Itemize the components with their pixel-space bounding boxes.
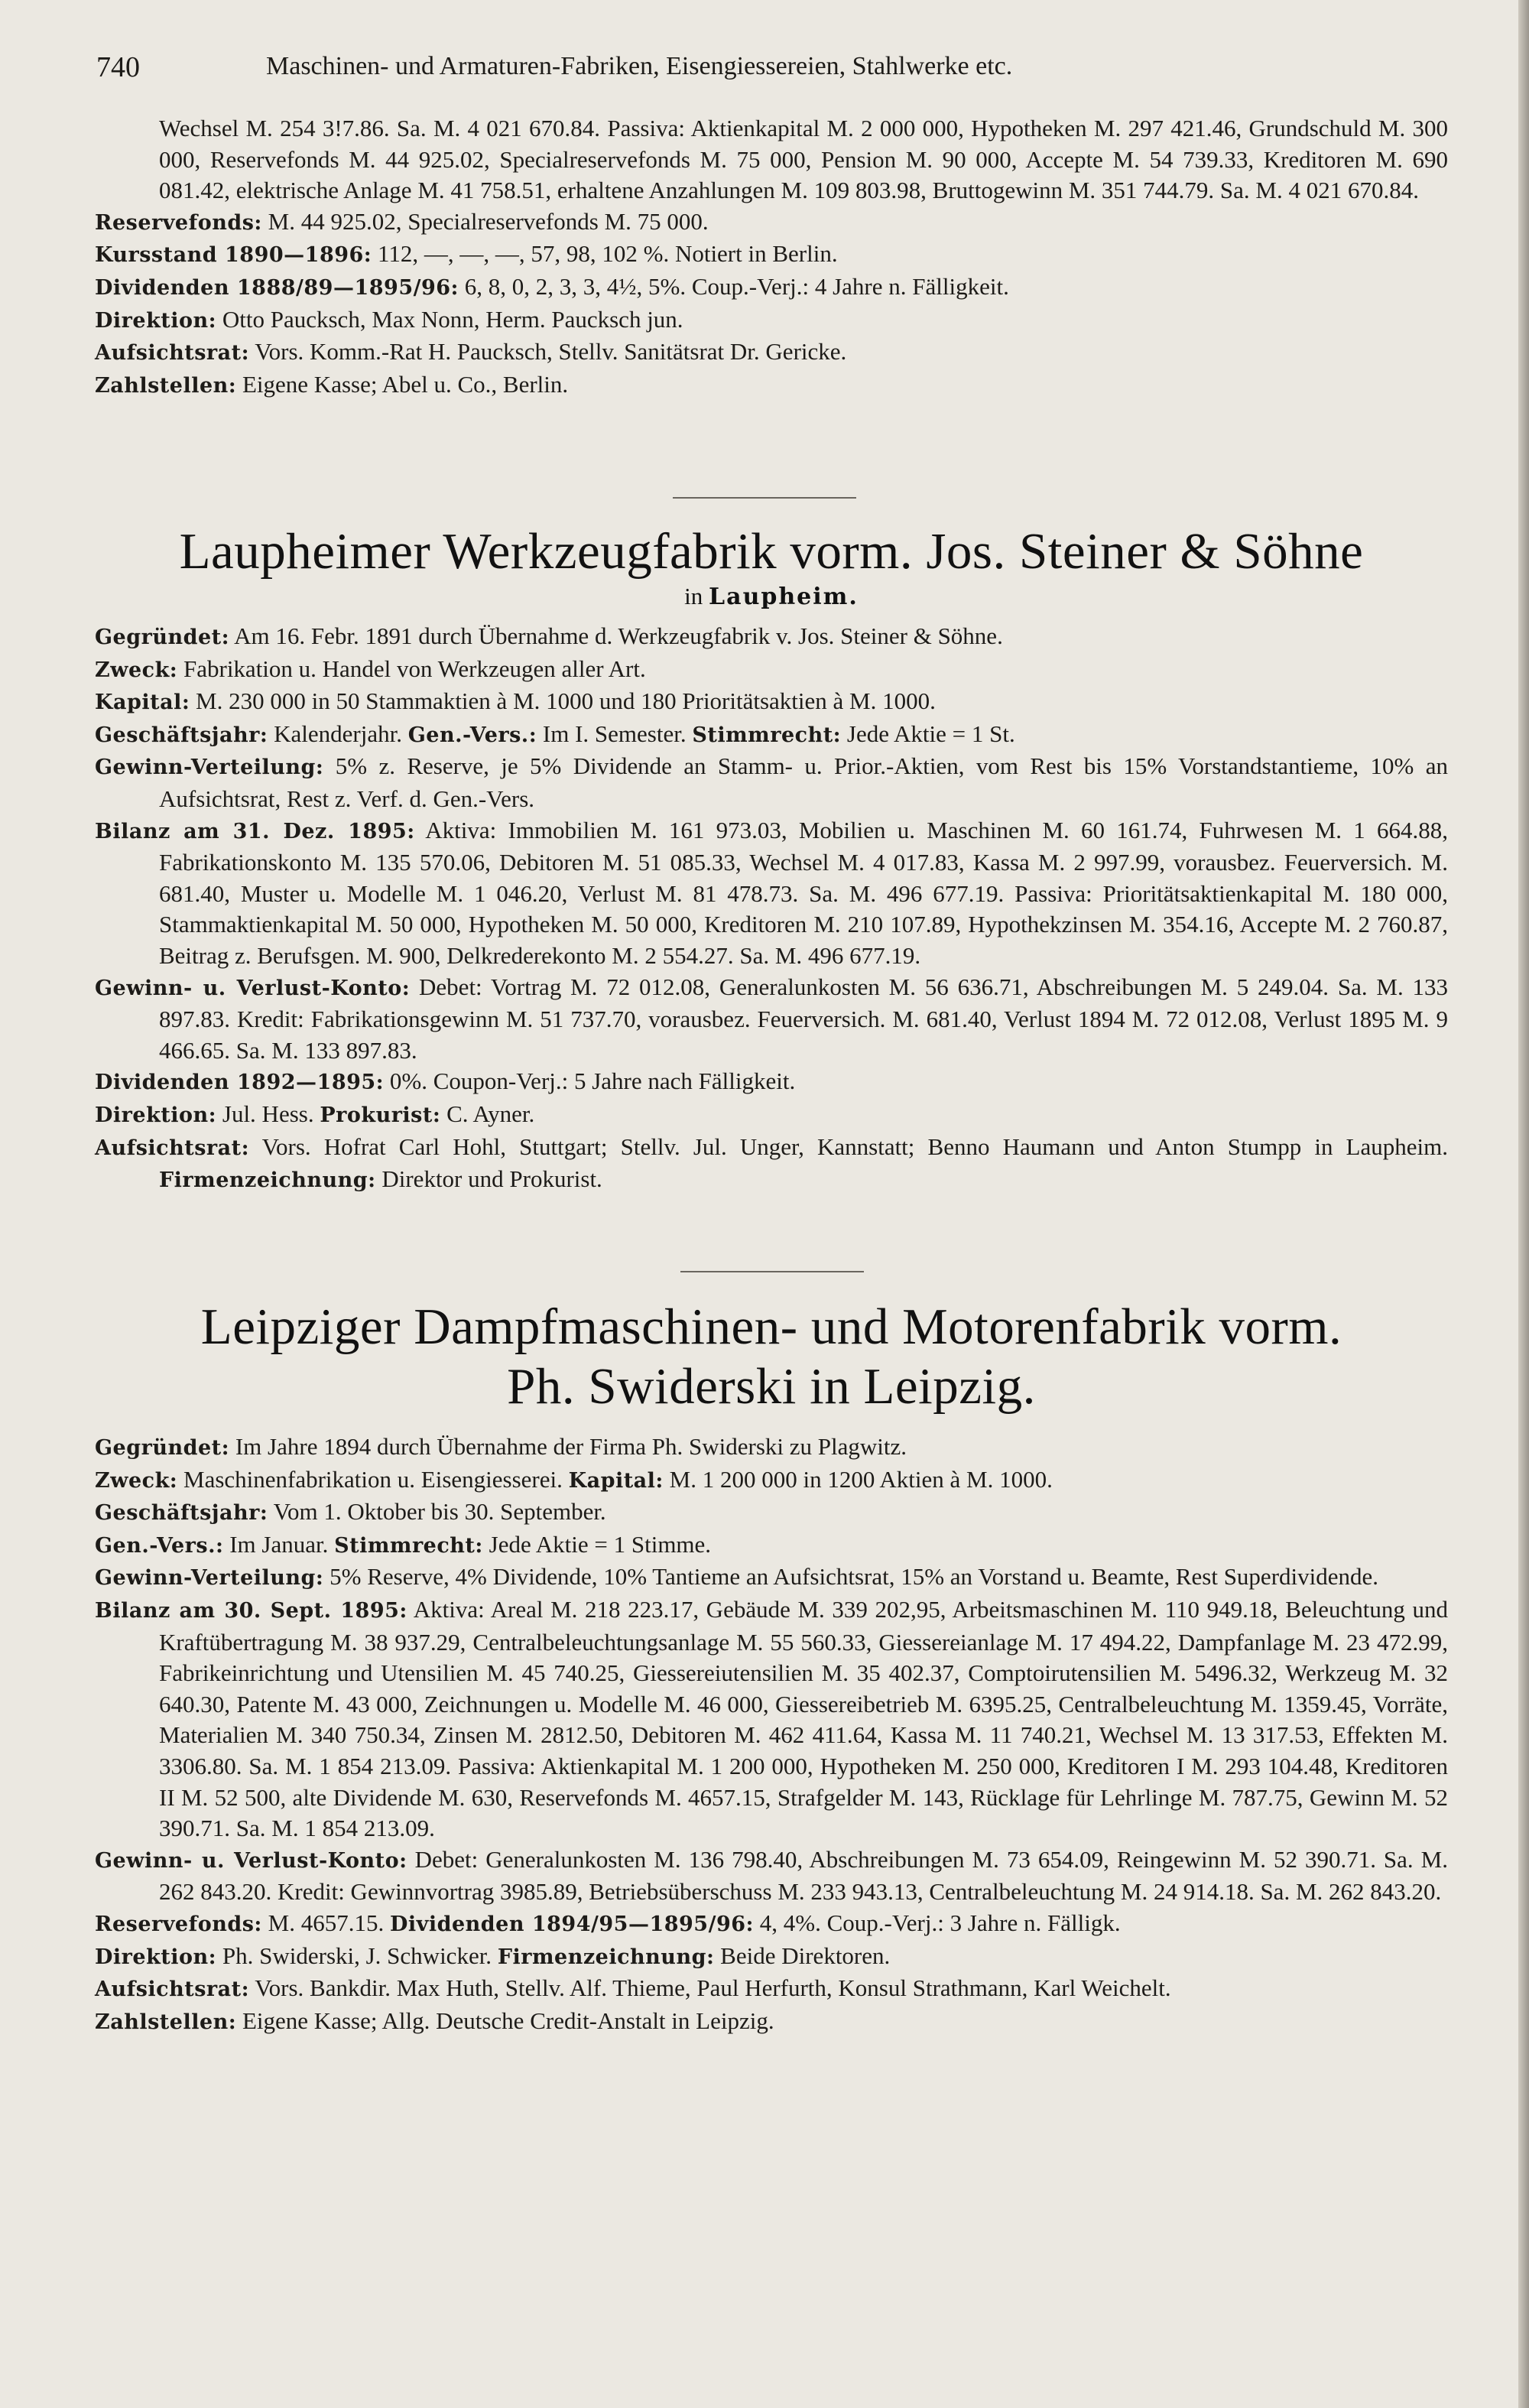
entry-paragraph [95, 1464, 1448, 1497]
entry-label: Geschäftsjahr: [95, 723, 268, 747]
entry-text: Vom 1. Oktober bis 30. September. [268, 1498, 606, 1526]
entry-text: Aktiva: Immobilien M. 161 973.03, Mobilien u. Maschinen M. 60 161.74, Fuhrwesen M. 1 664.88, Fabrikationskonto M. 135 570.06, Debitoren M. 51 085.33, Wechsel M. 4 017.83, Kassa M. 2 997.99, vorausbez. Feuerversich. M. 681.40, Muster u. Modelle M. 1 046.20, Verlust M. 81 478.73. Sa. M. 496 677.19. Passiva: Prioritätsaktienkapital M. 180 000, Stammaktienkapital M. 50 000, Hypotheken M. 50 000, Kreditoren M. 210 107.89, Hypothekzinsen M. 354.16, Accepte M. 2 760.87, Beitrag z. Berufsgen. M. 900, Delkrederekonto M. 2 554.27. Sa. M. 496 677.19. [159, 816, 1449, 969]
company2-entries [95, 1431, 1448, 2038]
entry-paragraph [95, 1973, 1448, 2006]
entry-paragraph [95, 239, 1448, 271]
entry-label: Aufsichtsrat: [95, 1977, 250, 2002]
entry-text: Vors. Hofrat Carl Hohl, Stuttgart; Stellv. Jul. Unger, Kannstatt; Benno Haumann und Anton Stumpp in Laupheim. [249, 1133, 1448, 1160]
entry-text: Debet: Vortrag M. 72 012.08, Generalunkosten M. 56 636.71, Abschreibungen M. 5 249.04. Sa. M. 133 897.83. Kredit: Fabrikationsgewinn M. 51 737.70, vorausbez. Feuerversich. M. 681.40, Verlust 1894 M. 72 012.08, Verlust 1895 M. 9 466.65. Sa. M. 133 897.83. [159, 973, 1448, 1064]
entry-text: 5% Reserve, 4% Dividende, 10% Tantieme an Aufsichtsrat, 15% an Vorstand u. Beamte, Rest Superdividende. [323, 1563, 1379, 1591]
entry-paragraph [95, 336, 1448, 369]
entry-text: Im Januar. [223, 1530, 335, 1558]
entry-text: Vors. Bankdir. Max Huth, Stellv. Alf. Thieme, Paul Herfurth, Konsul Strathmann, Karl Weichelt. [249, 1974, 1171, 2002]
entry-label: Direktion: [95, 1945, 217, 1969]
entry-paragraph [95, 621, 1448, 654]
entry-text: 4, 4%. Coup.-Verj.: 3 Jahre n. Fälligk. [754, 1909, 1121, 1936]
entry-label: Gewinn- u. Verlust-Konto: [95, 976, 411, 1000]
entry-paragraph [95, 1561, 1448, 1594]
entry-label: Bilanz am 30. Sept. 1895: [95, 1598, 407, 1623]
entry-label: Gewinn-Verteilung: [95, 1566, 324, 1591]
entry-paragraph [95, 751, 1448, 814]
entry-label: Gewinn- u. Verlust-Konto: [95, 1848, 407, 1873]
entry-text: 6, 8, 0, 2, 3, 3, 4½, 5%. Coup.-Verj.: 4 Jahre n. Fälligkeit. [459, 272, 1009, 300]
entry-paragraph [95, 369, 1448, 402]
entry-text: Eigene Kasse; Allg. Deutsche Credit-Anstalt in Leipzig. [236, 2007, 774, 2034]
entry-label: Kapital: [568, 1468, 664, 1493]
entry-paragraph [95, 1132, 1448, 1197]
entry-label: Zahlstellen: [95, 373, 237, 398]
entry-paragraph [95, 2006, 1448, 2039]
entry-label: Firmenzeichnung: [159, 1168, 376, 1193]
entry-text: Ph. Swiderski, J. Schwicker. [216, 1942, 498, 1969]
entry-paragraph [95, 1908, 1448, 1941]
entry-text: Am 16. Febr. 1891 durch Übernahme d. Werkzeugfabrik v. Jos. Steiner & Söhne. [229, 622, 1003, 649]
entry-paragraph [95, 815, 1448, 972]
entry-text: Jul. Hess. [216, 1100, 320, 1127]
entry-text: Maschinenfabrikation u. Eisengiesserei. [177, 1465, 569, 1493]
entry-label: Aufsichtsrat: [95, 341, 250, 366]
entry-text: 5% z. Reserve, je 5% Dividende an Stamm- u. Prior.-Aktien, vom Rest bis 15% Vorstandstantieme, 10% an Aufsichtsrat, Rest z. Verf. d. Gen.-Vers. [159, 752, 1448, 812]
entry-text: Beide Direktoren. [714, 1942, 891, 1969]
entry-text: Im Jahre 1894 durch Übernahme der Firma Ph. Swiderski zu Plagwitz. [229, 1433, 907, 1460]
entry-label: Geschäftsjahr: [95, 1501, 268, 1526]
entry-label: Direktion: [95, 308, 217, 333]
entry-label: Reservefonds: [95, 1912, 262, 1936]
page-binding-edge [1518, 0, 1529, 2408]
entry-text: Im I. Semester. [537, 720, 693, 747]
entry-label: Gegründet: [95, 1436, 230, 1460]
balance-continuation: Wechsel M. 254 3!7.86. Sa. M. 4 021 670.84. Passiva: Aktienkapital M. 2 000 000, Hypotheken M. 297 421.46, Grundschuld M. 300 000, Reservefonds M. 44 925.02, Specialreservefonds M. 75 000, Pension M. 90 000, Accepte M. 54 739.33, Kreditoren M. 690 081.42, elektrische Anlage M. 41 758.51, erhaltene Anzahlungen M. 109 803.98, Bruttogewinn M. 351 744.79. Sa. M. 4 021 670.84. [159, 115, 1448, 204]
entry-paragraph [95, 972, 1448, 1067]
entry-text: 112, —, —, —, 57, 98, 102 %. Notiert in Berlin. [372, 240, 838, 268]
entry-paragraph [95, 1529, 1448, 1562]
entry-text: M. 1 200 000 in 1200 Aktien à M. 1000. [663, 1465, 1053, 1493]
entry-label: Kapital: [95, 691, 190, 715]
entry-label: Gen.-Vers.: [407, 723, 537, 747]
entry-paragraph [95, 1066, 1448, 1099]
entry-label: Gewinn-Verteilung: [95, 756, 324, 780]
entry-label: Zweck: [95, 658, 178, 682]
entry-paragraph [95, 271, 1448, 304]
company1-entries [95, 621, 1448, 1197]
entry-text: M. 44 925.02, Specialreservefonds M. 75 000. [261, 207, 709, 235]
entry-paragraph [95, 1941, 1448, 1974]
company-name-line2: Ph. Swiderski in Leipzig. [507, 1358, 1036, 1415]
entry-label: Dividenden 1894/95—1895/96: [389, 1912, 754, 1936]
entry-label: Zahlstellen: [95, 2010, 237, 2034]
entry-paragraph [95, 1496, 1448, 1529]
entry-text: M. 230 000 in 50 Stammaktien à M. 1000 und 180 Prioritätsaktien à M. 1000. [190, 687, 936, 715]
running-title: Maschinen- und Armaturen-Fabriken, Eisengiessereien, Stahlwerke etc. [266, 52, 1013, 80]
section-divider [673, 497, 856, 499]
entry-text: Jede Aktie = 1 Stimme. [482, 1530, 712, 1558]
entry-label: Gen.-Vers.: [95, 1533, 224, 1558]
entry-paragraph [95, 1594, 1448, 1844]
entry-text: C. Ayner. [440, 1100, 535, 1127]
company-title-leipziger [95, 1297, 1448, 1416]
entry-paragraph [95, 654, 1448, 687]
entry-paragraph [95, 686, 1448, 719]
entry-text: Vors. Komm.-Rat H. Paucksch, Stellv. Sanitätsrat Dr. Gericke. [249, 338, 847, 366]
entry-text: 0%. Coupon-Verj.: 5 Jahre nach Fälligkeit. [384, 1068, 796, 1095]
entry-label: Reservefonds: [95, 210, 262, 235]
previous-company-continuation [95, 113, 1448, 401]
entry-label: Stimmrecht: [334, 1533, 483, 1558]
entry-label: Zweck: [95, 1468, 178, 1493]
entry-text: Fabrikation u. Handel von Werkzeugen aller Art. [177, 655, 646, 682]
company-name: Laupheimer Werkzeugfabrik vorm. Jos. Steiner & Söhne [179, 523, 1364, 580]
entry-label: Bilanz am 31. Dez. 1895: [95, 819, 415, 843]
entry-paragraph [95, 1099, 1448, 1132]
company-name-line1: Leipziger Dampfmaschinen- und Motorenfabrik vorm. [200, 1298, 1342, 1355]
entry-text: Otto Paucksch, Max Nonn, Herm. Paucksch jun. [216, 305, 683, 333]
entry-label: Gegründet: [95, 626, 230, 649]
company-title-laupheimer [95, 522, 1448, 613]
entry-text: Debet: Generalunkosten M. 136 798.40, Abschreibungen M. 73 654.09, Reingewinn M. 52 390.71. Sa. M. 262 843.20. Kredit: Gewinnvortrag 3985.89, Betriebsüberschuss M. 233 943.13, Centralbeleuchtung M. 24 914.18. Sa. M. 262 843.20. [159, 1845, 1448, 1906]
entry-label: Kursstand 1890—1896: [95, 243, 372, 268]
entry-paragraph [95, 304, 1448, 337]
entry-text: M. 4657.15. [261, 1909, 390, 1936]
section-divider [680, 1271, 864, 1272]
entry-paragraph [95, 1844, 1448, 1908]
entry-paragraph [95, 1431, 1448, 1464]
entry-label: Aufsichtsrat: [95, 1136, 250, 1160]
entry-label: Prokurist: [320, 1103, 441, 1127]
page-number: 740 [96, 51, 140, 83]
entry-paragraph [95, 206, 1448, 239]
entry-paragraph [95, 719, 1448, 752]
entry-text: Eigene Kasse; Abel u. Co., Berlin. [236, 370, 569, 398]
entry-label: Dividenden 1888/89—1895/96: [95, 275, 459, 300]
entry-text: Jede Aktie = 1 St. [841, 720, 1015, 747]
company-location: in Laupheim. [684, 583, 859, 610]
entry-text: Aktiva: Areal M. 218 223.17, Gebäude M. 339 202,95, Arbeitsmaschinen M. 110 949.18, Beleuchtung und Kraftübertragung M. 38 937.29, Centralbeleuchtungsanlage M. 55 560.33, Giessereianlage M. 17 494.22, Dampfanlage M. 23 472.99, Fabrikeinrichtung und Utensilien M. 45 740.25, Giessereiutensilien M. 35 402.37, Comptoirutensilien M. 5496.32, Werkzeug M. 32 640.30, Patente M. 43 000, Zeichnungen u. Modelle M. 46 000, Giessereibetrieb M. 6395.25, Centralbeleuchtung M. 1359.45, Vorräte, Materialien M. 340 750.34, Zinsen M. 2812.50, Debitoren M. 462 411.64, Kassa M. 11 740.21, Wechsel M. 13 317.53, Effekten M. 3306.80. Sa. M. 1 854 213.09. Passiva: Aktienkapital M. 1 200 000, Hypotheken M. 250 000, Kreditoren I M. 293 104.48, Kreditoren II M. 52 500, alte Dividende M. 630, Reservefonds M. 4657.15, Strafgelder M. 143, Rücklage für Lehrlinge M. 787.75, Gewinn M. 52 390.71. Sa. M. 1 854 213.09. [159, 1595, 1449, 1842]
entry-text: Direktor und Prokurist. [375, 1165, 602, 1193]
entry-label: Dividenden 1892—1895: [95, 1071, 385, 1095]
entry-label: Direktion: [95, 1103, 217, 1127]
entry-label: Stimmrecht: [692, 723, 842, 747]
entry-text: Kalenderjahr. [268, 720, 408, 747]
entry-label: Firmenzeichnung: [497, 1945, 715, 1969]
